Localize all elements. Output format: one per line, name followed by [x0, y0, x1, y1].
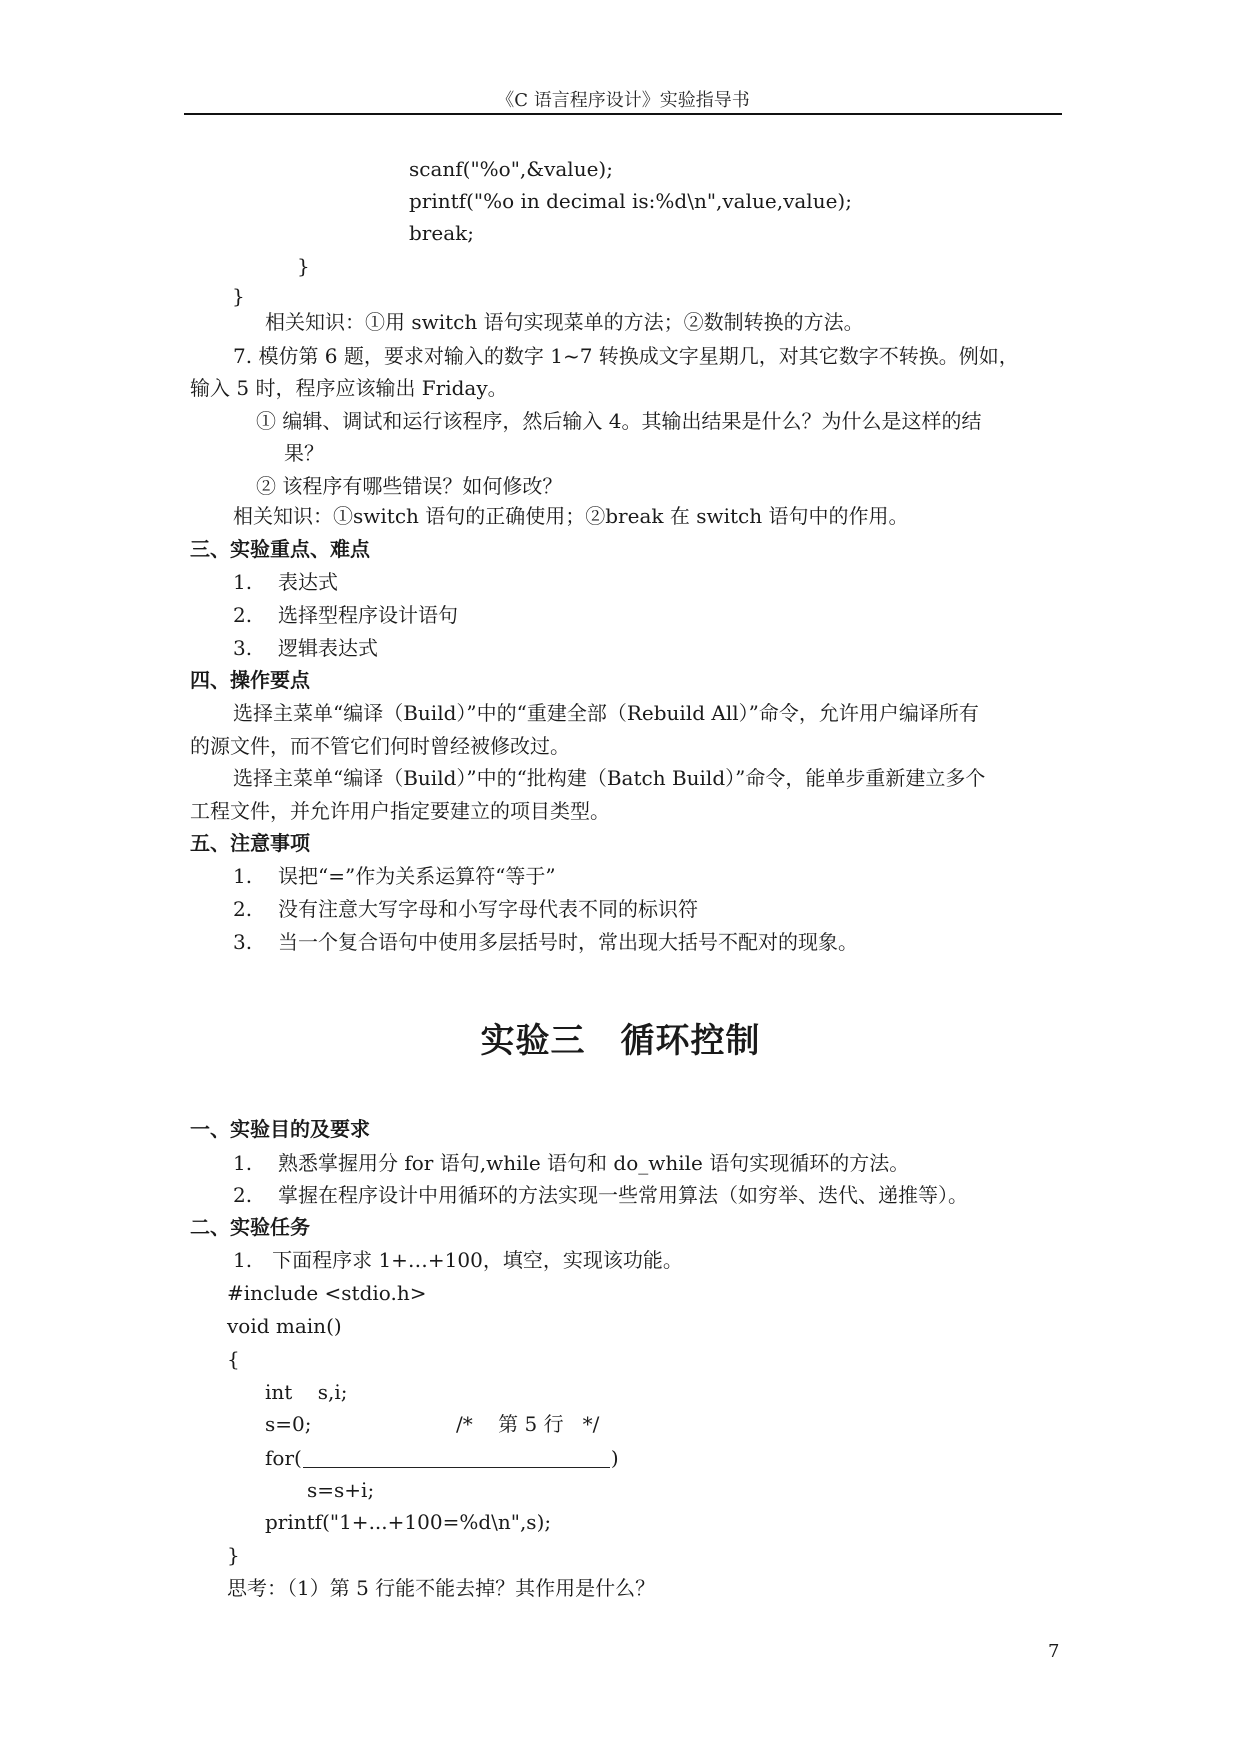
code-line: printf("1+...+100=%d\n",s);: [265, 1510, 552, 1534]
code-line: printf("%o in decimal is:%d\n",value,value);: [409, 189, 852, 213]
paragraph-line: 工程文件，并允许用户指定要建立的项目类型。: [190, 799, 610, 823]
code-line: }: [232, 284, 245, 308]
section-heading: 一、实验目的及要求: [190, 1117, 370, 1141]
list-item-number: 2.: [233, 603, 253, 627]
list-item-number: 1.: [233, 864, 253, 888]
think-question: 思考：（1）第 5 行能不能去掉？其作用是什么？: [227, 1576, 656, 1600]
section-heading: 三、实验重点、难点: [190, 537, 370, 561]
code-line: #include <stdio.h>: [227, 1281, 427, 1305]
code-line: }: [227, 1543, 240, 1567]
code-text: ): [610, 1446, 619, 1470]
list-item-number: 3.: [233, 636, 253, 660]
code-line-for: [265, 1447, 619, 1468]
list-item-number: 2.: [233, 1183, 253, 1207]
code-line: s=s+i;: [307, 1478, 375, 1502]
question: ② 该程序有哪些错误？如何修改？: [256, 474, 563, 498]
header-rule: [184, 113, 1062, 115]
question: ① 编辑、调试和运行该程序，然后输入 4。其输出结果是什么？为什么是这样的结: [256, 409, 982, 433]
section-heading: 四、操作要点: [190, 668, 310, 692]
section-heading: 二、实验任务: [190, 1215, 310, 1239]
list-item-number: 1.: [233, 1151, 253, 1175]
section-heading: 五、注意事项: [190, 831, 310, 855]
task-line: 1. 下面程序求 1+…+100，填空，实现该功能。: [233, 1248, 683, 1272]
chapter-title: 实验三 循环控制: [480, 1021, 761, 1061]
code-line: break;: [409, 221, 474, 245]
page-number: 7: [1048, 1641, 1060, 1662]
list-item: 逻辑表达式: [278, 636, 378, 660]
code-text: for(: [265, 1446, 302, 1470]
code-line: }: [297, 254, 310, 278]
list-item: 误把“=”作为关系运算符“等于”: [278, 864, 556, 888]
list-item: 掌握在程序设计中用循环的方法实现一些常用算法（如穷举、迭代、递推等）。: [278, 1183, 968, 1207]
list-item: 没有注意大写字母和小写字母代表不同的标识符: [278, 897, 698, 921]
knowledge-note: 相关知识：①switch 语句的正确使用；②break 在 switch 语句中的作用。: [233, 504, 909, 528]
list-item: 表达式: [278, 570, 338, 594]
page-header-title: 《C 语言程序设计》实验指导书: [496, 90, 750, 111]
list-item: 选择型程序设计语句: [278, 603, 458, 627]
fill-in-blank: [303, 1447, 610, 1468]
task-7-line: 输入 5 时，程序应该输出 Friday。: [190, 376, 508, 400]
paragraph-line: 选择主菜单“编译（Build）”中的“重建全部（Rebuild All）”命令，允许用户编译所有: [233, 701, 979, 725]
code-comment: /* 第 5 行 */: [456, 1412, 600, 1436]
code-line: void main(): [227, 1314, 342, 1338]
code-line: {: [227, 1347, 240, 1371]
paragraph-line: 的源文件，而不管它们何时曾经被修改过。: [190, 734, 570, 758]
paragraph-line: 选择主菜单“编译（Build）”中的“批构建（Batch Build）”命令，能单步重新建立多个: [233, 766, 986, 790]
knowledge-note: 相关知识：①用 switch 语句实现菜单的方法；②数制转换的方法。: [265, 310, 864, 334]
question: 果？: [284, 441, 324, 465]
list-item: 熟悉掌握用分 for 语句,while 语句和 do_while 语句实现循环的方法。: [278, 1151, 910, 1175]
code-line: s=0;: [265, 1412, 312, 1436]
task-7-line: 7. 模仿第 6 题，要求对输入的数字 1~7 转换成文字星期几，对其它数字不转换。例如，: [233, 344, 1019, 368]
list-item-number: 1.: [233, 570, 253, 594]
list-item-number: 2.: [233, 897, 253, 921]
code-line: scanf("%o",&value);: [409, 157, 613, 181]
list-item: 当一个复合语句中使用多层括号时，常出现大括号不配对的现象。: [278, 930, 858, 954]
code-line: int s,i;: [265, 1380, 348, 1404]
list-item-number: 3.: [233, 930, 253, 954]
